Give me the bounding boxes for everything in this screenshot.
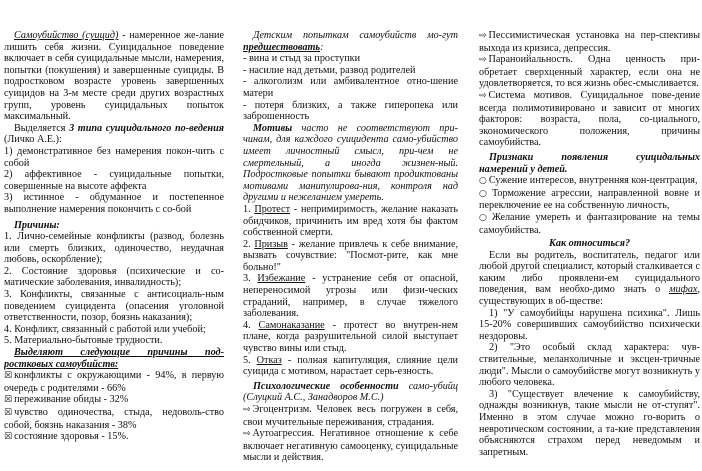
arrow-right-icon: ⇨ — [243, 429, 251, 440]
psych-item-text: Эгоцентризм. Человек весь погружен в себя, свои мучительные переживания, страдания. — [243, 404, 458, 428]
precede-item: - потеря близких, а также гиперопека или заброшенность — [243, 99, 458, 123]
teen-cause-text: конфликты с окружающими - 94%, в первую очередь с родителями - 66% — [4, 370, 224, 394]
precede-intro — [243, 30, 458, 53]
definition-text: - намеренное же-лание лишить себя жизни. Суицидальное поведение включает в себя суицидальные мысли, намерения, попытки (покушения) и завершенные суициды. В подростковом возрасте уровень завершенных суицидов на 3-м месте среди других возрастных групп, уровень суицидальных попыток максимальный. — [4, 30, 224, 123]
motive-item: 4. Самонаказание - протест во внутрен-нем плане, когда разрушительной силой выступает чувство вины или стыд. — [243, 319, 458, 355]
type-item: 1) демонстративное без намерения покон-чить с собой — [4, 145, 224, 169]
type-item: 3) истинное - обдуманное и постепенное выполнение намерения покончить с со-бой — [4, 192, 224, 215]
precede-intro-colon: : — [320, 41, 324, 53]
myth-item: 2) "Это особый склад характера: чув-ствительные, меланхоличные и эксцен-тричные люди". Мысли о самоубийстве могут возникнуть у любого человека. — [479, 342, 700, 389]
arrow-right-icon: ⇨ — [479, 31, 487, 41]
motive-item: 5. Отказ - полная капитуляция, слияние цели суицида с мотивом, нарастает серь-езность. — [243, 354, 458, 378]
arrow-right-icon: ⇨ — [479, 90, 487, 101]
checkbox-icon: ☒ — [4, 408, 13, 418]
teen-cause-item — [4, 431, 224, 444]
motive-text: - устранение себя от опасной, непереносимой угрозы или физи-ческих страданий, например, в случае тяжелого заболевания. — [243, 273, 458, 320]
precede-item: - алкоголизм или амбивалентное отно-шение матери — [243, 76, 458, 99]
motives-paragraph — [243, 123, 458, 204]
circle-bullet-icon: ○ — [479, 176, 487, 187]
types-intro-post: (Личко А.Е.): — [4, 134, 62, 146]
motive-term: Избежание — [257, 273, 306, 285]
types-intro-pre: Выделяется — [14, 122, 70, 134]
types-intro-bold: 3 типа суицидального по-ведения — [69, 122, 224, 134]
motive-text: - протест во внутрен-нем плане, когда разрушительной силой выступает чувство вины или стыд. — [243, 319, 458, 355]
psych-title-italic: само-убийц (Слуцкий А.С., Занадворов М.С.) — [243, 380, 458, 404]
definition-term: Самоубийство (суицид) — [14, 30, 119, 41]
sign-item — [479, 212, 700, 236]
cause-item: 5. Материально-бытовые трудности. — [4, 335, 163, 347]
arrow-right-icon: ⇨ — [243, 405, 251, 415]
sign-text: Сужение интересов, внутренняя кон-центрация, — [488, 175, 698, 187]
teen-causes-title: Выделяют следующие причины под-ростковых самоубийств: — [4, 347, 224, 370]
psych-item — [243, 428, 458, 464]
precede-intro-italic: Детским попыткам самоубийств мо-гут — [253, 30, 458, 41]
psych-item — [243, 404, 458, 428]
how-text-post: , существующих в об-ществе: — [479, 284, 700, 308]
precede-item: - вина и стыд за проступки — [243, 53, 361, 65]
how-paragraph — [479, 250, 700, 308]
psych-title — [243, 381, 458, 404]
motive-item: 3. Избежание - устранение себя от опасной, непереносимой угрозы или физи-ческих страданий, например, в случае тяжелого заболевания. — [243, 273, 458, 320]
column-1 — [4, 30, 224, 470]
how-title: Как относиться? — [548, 238, 631, 250]
motive-term: Самонаказание — [258, 319, 325, 331]
feature-item — [479, 54, 700, 90]
teen-cause-text: переживание обиды - 32% — [14, 394, 129, 406]
circle-bullet-icon: ○ — [479, 188, 490, 199]
checkbox-icon: ☒ — [4, 395, 13, 406]
sign-text: Желание умереть и фантазирование на темы самоубийства. — [479, 211, 700, 236]
motives-text: часто не соответствуют при-чинам, для каждого суицидента само-убийство имеет личностный смысл, при-чем не смертельный, а иногда жизнен-ный. Подростковые попытки бывают продиктованы мотивами манипулирова-ния, контроля над другими и нежеланием умереть. — [243, 122, 458, 204]
feature-item — [479, 90, 700, 149]
how-text-pre: Если вы родитель, воспитатель, педагог или любой другой специалист, который сталкивается с каким либо проявлени-ем суицидального поведения, вам необхо-димо знать о — [479, 249, 700, 296]
psych-title-bold: Психологические особенности — [253, 380, 399, 392]
cause-item: 2. Состояние здоровья (психические и со-матические заболевания, инвалидность); — [4, 265, 224, 289]
column-3 — [479, 30, 700, 470]
arrow-right-icon: ⇨ — [479, 55, 487, 66]
checkbox-icon: ☒ — [4, 432, 13, 443]
feature-text: Система мотивов. Суицидальное пове-дение всегда полимотивировано и зависит от многих факторов: возраста, пола, со-циального, экономического положения, причины самоубийства. — [479, 89, 700, 149]
motives-bold: Мотивы — [253, 122, 293, 134]
motive-term: Призыв — [254, 238, 288, 250]
feature-text: Пессимистическая установка на пер-спективы выхода из кризиса, депрессия. — [479, 30, 700, 54]
motive-item: 2. Призыв - желание привлечь к себе внимание, вызвать сочувствие: "Посмот-рите, как мне больно!" — [243, 238, 458, 273]
feature-item — [479, 30, 700, 54]
cause-item: 4. Конфликт, связанный с работой или учебой; — [4, 323, 206, 335]
motive-term: Протест — [254, 203, 291, 215]
precede-item: - насилие над детьми, развод родителей — [243, 64, 416, 76]
motive-term: Отказ — [256, 354, 282, 366]
myth-item: 3) "Существует влечение к самоубийству, однажды возникнув, такие мысли не от-ступят". Именно в этом случае можно го-ворить о невротическом состоянии, а та-кие представления объясняются страхом перед неведомым и запретным. — [479, 388, 700, 458]
sign-item — [479, 175, 700, 188]
myth-item: 1) "У самоубийцы нарушена психика". Лишь 15-20% совершивших самоубийство психически нездоровы. — [479, 307, 700, 342]
feature-text: Параноийальность. Одна ценность при-обретает сверхценный характер, если она не удовлетворяется, то вся жизнь обес-смысливается. — [479, 54, 700, 90]
checkbox-icon: ☒ — [4, 371, 13, 382]
precede-intro-bold: предшествовать — [243, 41, 321, 53]
teen-cause-item — [4, 407, 224, 431]
definition-paragraph — [4, 30, 224, 123]
motive-item: 1. Протест - непримиримость, желание наказать обидчиков, причинить им вред хотя бы фактом собственной смерти. — [243, 203, 458, 239]
teen-cause-text: состояние здоровья - 15%. — [14, 431, 129, 443]
motive-text: - полная капитуляция, слияние цели суицида с мотивом, нарастает серь-езность. — [243, 354, 458, 378]
types-intro — [4, 123, 224, 146]
type-item: 2) аффективное - суицидальные попытки, совершенные на высоте аффекта — [4, 169, 224, 192]
sign-text: Торможение агрессии, направленной вовне и переключение ее на собственную личность, — [479, 187, 700, 212]
cause-item: 1. Лично-семейные конфликты (развод, болезнь или смерть близких, одиночество, неудачная любовь, оскорбление); — [4, 231, 224, 266]
cause-item: 3. Конфликты, связанные с антисоциаль-ным поведением суицидента (опасения уголовной ответственности, позор, боязнь наказания); — [4, 289, 224, 324]
motive-text: - желание привлечь к себе внимание, вызвать сочувствие: "Посмот-рите, как мне больно!" — [243, 238, 458, 273]
sign-item — [479, 188, 700, 212]
how-myths-word: мифах — [669, 284, 698, 296]
causes-title: Причины: — [14, 219, 60, 231]
teen-cause-item — [4, 394, 224, 407]
motive-text: - непримиримость, желание наказать обидчиков, причинить им вред хотя бы фактом собственной смерти. — [243, 203, 458, 239]
column-2 — [243, 30, 458, 470]
psych-item-text: Аутоагрессия. Негативное отношение к себе включает негативную самооценку, суицидальные мысли и действия. — [243, 428, 458, 464]
teen-cause-item — [4, 370, 224, 394]
signs-title: Признаки появления суицидальных намерений у детей. — [479, 151, 700, 175]
teen-cause-text: чувство одиночества, стыда, недоволь-ство собой, боязнь наказания - 38% — [4, 407, 224, 431]
circle-bullet-icon: ○ — [479, 212, 490, 223]
